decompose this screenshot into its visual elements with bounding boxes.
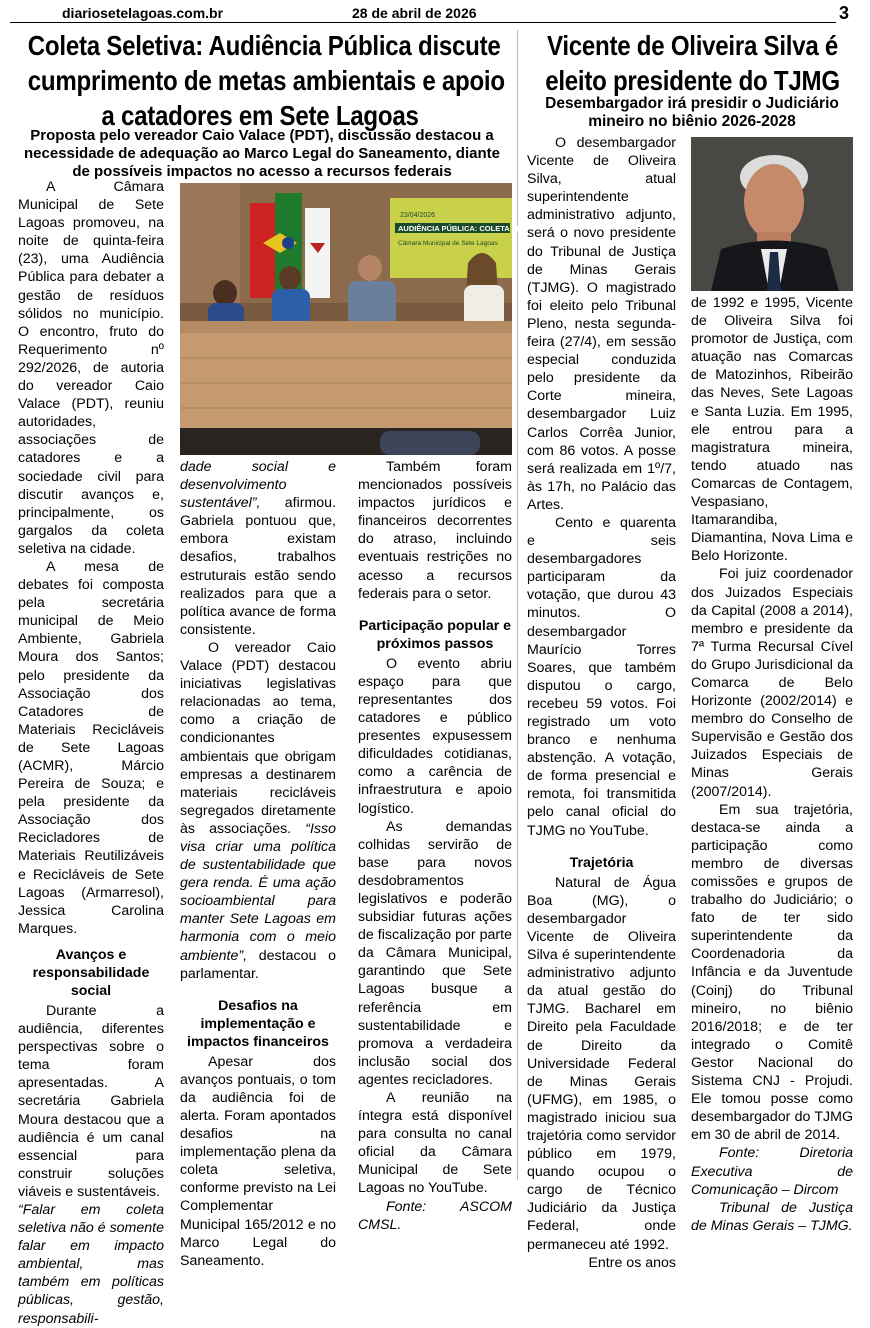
column-divider bbox=[517, 30, 518, 1180]
page-number: 3 bbox=[839, 3, 850, 23]
section-heading: Participação popular e próximos passos bbox=[358, 617, 512, 652]
paragraph: Foi juiz coordenador dos Juizados Especiais da Capital (2008 a 2014), membro e presidente da 7ª Turma Recursal Cível do Grupo Jurisdicional da Comarca de Belo Horizonte (2002/2014) e membro do Conselho de Supervisão e Gestão dos Juizados Especiais de Minas Gerais (2007/2014). bbox=[691, 566, 853, 800]
quote-text: dade social e desenvolvimento sustentável”, bbox=[180, 459, 336, 512]
headline-line: cumprimento de metas ambientais e apoio bbox=[27, 65, 505, 96]
quote-text: “Isso visa criar uma política de sustentabilidade que gera renda. É uma ação socioambiental para manter Sete Lagoas em harmonia com o meio ambiente”, bbox=[180, 820, 336, 964]
subhead-line: mineiro no biênio 2026-2028 bbox=[588, 113, 796, 130]
subhead-line: Proposta pelo vereador Caio Valace (PDT), discussão destacou a bbox=[30, 127, 494, 144]
headline-line: Vicente de Oliveira Silva é bbox=[546, 30, 839, 61]
hearing-photo bbox=[180, 183, 548, 455]
section-heading: Desafios na implementação e impactos financeiros bbox=[187, 997, 329, 1050]
svg-text:23/04/2026: 23/04/2026 bbox=[400, 212, 436, 219]
paragraph: A mesa de debates foi composta pela secretária municipal de Meio Ambiente, Gabriela Moura dos Santos; pelo presidente da Associação dos Catadores de Materiais Recicláveis de Sete Lagoas (ACMR), Márcio Pereira de Souza; e pela presidente da Associação dos Recicladores de Materiais Reutilizáveis e Recicláveis de Sete Lagoas (Armarresol), Jessica Carolina Marques. bbox=[18, 558, 164, 937]
paragraph: Também foram mencionados possíveis impactos jurídicos e financeiros decorrentes do atraso, incluindo eventuais restrições no acesso a recursos federais para o setor. bbox=[358, 459, 512, 602]
headline-line: eleito presidente do TJMG bbox=[545, 65, 840, 96]
paragraph: Natural de Água Boa (MG), o desembargador Vicente de Oliveira Silva é superintendente administrativo adjunto da atual gestão do TJMG. Bacharel em Direito pela Faculdade de Direito da Universidade Federal de Minas Gerais (UFMG), em 1985, o magistrado iniciou sua trajetória como servidor público em 1979, quando ocupou o cargo de Técnico Judiciário da Justiça Federal, onde permaneceu até 1992. bbox=[527, 874, 676, 1253]
headline-line: Coleta Seletiva: Audiência Pública discute bbox=[27, 30, 501, 61]
section-heading: Avanços e responsabilidade social bbox=[32, 946, 150, 999]
article2-subhead bbox=[524, 95, 860, 131]
issue-date: 28 de abril de 2026 bbox=[352, 5, 477, 21]
article1-column3 bbox=[358, 458, 512, 1234]
article2-column1 bbox=[527, 134, 676, 1272]
paragraph: O desembargador Vicente de Oliveira Silva, atual superintendente administrativo adjunto, será o novo presidente do Tribunal de Justiça de Minas Gerais (TJMG). O magistrado foi eleito pelo Tribunal Pleno, nesta segunda-feira (27/4), em sessão especial conduzida pelo presidente da Corte mineira, desembargador Luiz Carlos Corrêa Junior, com 86 votos. A posse será realizada em 1º/7, às 17h, no Palácio das Artes. bbox=[527, 135, 676, 513]
paragraph-text: destacou o parlamentar. bbox=[180, 947, 336, 982]
paragraph: A reunião na íntegra está disponível para consulta no canal oficial da Câmara Municipal de Sete Lagoas no YouTube. bbox=[358, 1090, 512, 1197]
source-credit: Tribunal de Justiça de Minas Gerais – TJMG. bbox=[691, 1199, 853, 1234]
paragraph-text: afirmou. Gabriela pontuou que, embora existam desafios, trabalhos estruturais estão sendo realizados para que a política avance de forma consistente. bbox=[180, 495, 336, 638]
hearing-photo-image bbox=[180, 183, 548, 455]
quote-paragraph: “Falar em coleta seletiva não é somente falar em impacto ambiental, mas também em políticas públicas, gestão, responsabili- bbox=[18, 1201, 164, 1327]
judge-portrait-image bbox=[691, 137, 853, 291]
header-rule bbox=[10, 22, 836, 23]
site-name: diariosetelagoas.com.br bbox=[62, 5, 224, 21]
paragraph: O evento abriu espaço para que representantes dos catadores e público presentes expusessem dificuldades cotidianas, como a carência de infraestrutura e apoio logístico. bbox=[358, 655, 512, 817]
article1-column2 bbox=[180, 458, 336, 1270]
subhead-line: de possíveis impactos no acesso a recursos federais bbox=[72, 163, 452, 180]
headline-line: a catadores em Sete Lagoas bbox=[101, 100, 419, 131]
subhead-line: necessidade de adequação ao Marco Legal do Saneamento, diante bbox=[24, 145, 500, 162]
paragraph: Cento e quarenta e seis desembargadores participaram da votação, que durou 43 minutos. O desembargador Maurício Torres Soares, que também disputou o cargo, recebeu 59 votos. Foi registrado um voto branco e nenhuma abstenção. A votação, de forma presencial e remota, foi transmitida pelo canal oficial do TJMG no YouTube. bbox=[527, 514, 676, 839]
paragraph: Em sua trajetória, destaca-se ainda a participação como membro de diversas comissões e grupos de trabalho do Judiciário; o fato de ter sido superintendente da Coordenadoria da Infância e da Juventude (Coinj) do Tribunal mineiro, no biênio 2016/2018; e de ter integrado o Comitê Gestor Nacional do Sistema CNJ - Projudi. Ele tomou posse como desembargador do TJMG em 30 de abril de 2014. bbox=[691, 801, 853, 1144]
paragraph: Entre os anos bbox=[588, 1254, 676, 1271]
section-heading: Trajetória bbox=[569, 854, 634, 871]
paragraph: Durante a audiência, diferentes perspectivas sobre o tema foram apresentadas. A secretária Gabriela Moura destacou que a audiência é um canal essencial para construir soluções viáveis e sustentáveis. bbox=[18, 1002, 164, 1200]
paragraph: Apesar dos avanços pontuais, o tom da audiência foi de alerta. Foram apontados desafios na implementação plena da coleta seletiva, conforme previsto na Lei Complementar Municipal 165/2012 e no Marco Legal do Saneamento. bbox=[180, 1053, 336, 1269]
paragraph: A Câmara Municipal de Sete Lagoas promoveu, na noite de quinta-feira (23), uma Audiência Pública para debater a gestão de resíduos sólidos no município. O encontro, fruto do Requerimento nº 292/2026, de autoria do vereador Caio Valace (PDT), reuniu autoridades, associações de catadores e a sociedade civil para discutir avanços e, principalmente, os gargalos da coleta seletiva na cidade. bbox=[18, 179, 164, 557]
paragraph: As demandas colhidas servirão de base para novos desdobramentos legislativos e poderão subsidiar futuras ações de fiscalização por parte da Câmara Municipal, garantindo que Sete Lagoas busque a referência em sustentabilidade e promova a verdadeira inclusão social dos agentes recicladores. bbox=[358, 818, 512, 1088]
article1-subhead bbox=[8, 127, 516, 181]
article2-column2 bbox=[691, 294, 853, 1235]
banner-text: Câmara Municipal de Sete Lagoas bbox=[398, 240, 498, 247]
article1-headline bbox=[27, 28, 505, 133]
article2-headline bbox=[544, 28, 841, 98]
paragraph: de 1992 e 1995, Vicente de Oliveira Silva foi promotor de Justiça, com atuação nas Comarcas de Matozinhos, Ribeirão das Neves, Sete Lagoas e Santa Luzia. Em 1995, ele entrou para a magistratura mineira, tendo atuado nas Comarcas de Contagem, Vespasiano, Itamarandiba, Diamantina, Nova Lima e Belo Horizonte. bbox=[691, 295, 853, 565]
source-credit: Fonte: Diretoria Executiva de Comunicação – Dircom bbox=[691, 1145, 853, 1198]
subhead-line: Desembargador irá presidir o Judiciário bbox=[545, 95, 839, 112]
judge-portrait bbox=[691, 137, 853, 291]
svg-text:AUDIÊNCIA PÚBLICA: COLETA SELE: AUDIÊNCIA PÚBLICA: COLETA SELETIVA bbox=[398, 224, 548, 233]
page-header bbox=[0, 0, 870, 26]
article1-column1 bbox=[18, 178, 164, 1328]
source-credit: Fonte: ASCOM CMSL. bbox=[358, 1198, 512, 1233]
paragraph-text: O vereador Caio Valace (PDT) destacou iniciativas legislativas relacionadas ao tema, como a criação de condicionantes ambientais que obrigam empresas a destinarem materiais recicláveis segregados diretamente às associações. bbox=[180, 639, 336, 837]
